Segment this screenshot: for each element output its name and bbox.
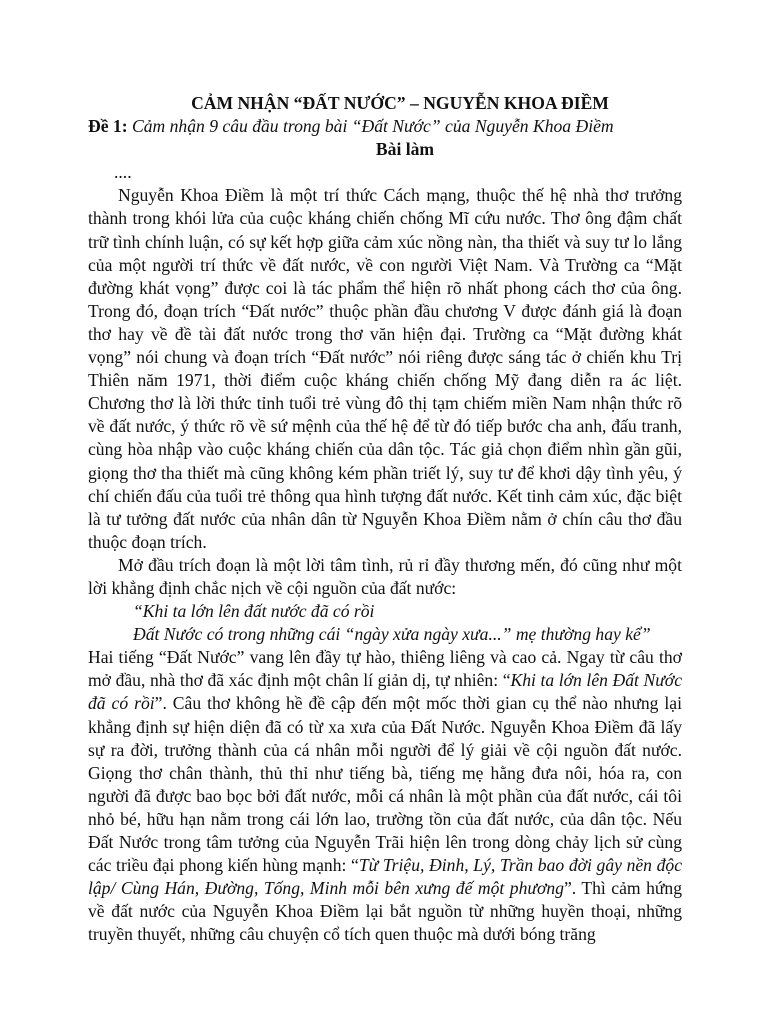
analysis-quote-2: Từ Triệu, Đinh, Lý, Trần bao đời gây nền độc lập/ Cùng Hán, Đường, Tống, Minh mỗi bên xưng đế một phương — [88, 855, 683, 899]
paragraph-analysis — [88, 646, 682, 946]
verse-line-1: “Khi ta lớn lên đất nước đã có rồi — [133, 601, 375, 622]
analysis-text-c: ”. Thì cảm hứng về đất nước của Nguyễn Khoa Điềm lại bắt nguồn từ những huyền thoại, những truyền thuyết, những câu chuyện cổ tích quen thuộc mà dưới bóng trăng — [88, 878, 682, 945]
paragraph-intro: Nguyễn Khoa Điềm là một trí thức Cách mạng, thuộc thế hệ nhà thơ trưởng thành trong khói lửa của cuộc kháng chiến chống Mĩ cứu nước. Thơ ông đậm chất trữ tình chính luận, có sự kết hợp giữa cảm xúc nồng nàn, tha thiết và suy tư lo lắng của một người trí thức về đất nước, về con người Việt Nam. Và Trường ca “Mặt đường khát vọng” được coi là tác phẩm thể hiện rõ nhất phong cách thơ của ông. Trong đó, đoạn trích “Đất nước” thuộc phần đầu chương V được đánh giá là đoạn thơ hay về đề tài đất nước trong thơ văn hiện đại. Trường ca “Mặt đường khát vọng” nói chung và đoạn trích “Đất nước” nói riêng được sáng tác ở chiến khu Trị Thiên năm 1971, thời điểm cuộc kháng chiến chống Mỹ đang diễn ra ác liệt. Chương thơ là lời thức tỉnh tuổi trẻ vùng đô thị tạm chiếm miền Nam nhận thức rõ về đất nước, ý thức rõ về sứ mệnh của thế hệ để từ đó tiếp bước cha anh, đấu tranh, cùng hòa nhập vào cuộc kháng chiến của dân tộc. Tác giả chọn điểm nhìn gần gũi, giọng thơ tha thiết mà cũng không kém phần triết lý, suy tư để khơi dậy tình yêu, ý chí chiến đấu của tuổi trẻ thông qua hình tượng đất nước. Kết tinh cảm xúc, đặc biệt là tư tưởng đất nước của nhân dân từ Nguyễn Khoa Điềm nằm ở chín câu thơ đầu thuộc đoạn trích. — [88, 185, 682, 552]
analysis-text-b: ”. Câu thơ không hề đề cập đến một mốc thời gian cụ thể nào nhưng lại khẳng định sự hiện diện đã có từ xa xưa của Đất Nước. Nguyễn Khoa Điềm đã lấy sự ra đời, trưởng thành của cá nhân mỗi người để lý giải về cội nguồn đất nước. Giọng thơ chân thành, thủ thỉ như tiếng bà, tiếng mẹ hằng đưa nôi, hóa ra, con người đã được bao bọc bởi đất nước, mỗi cá nhân là một phần của đất nước, cái tôi nhỏ bé, hữu hạn nằm trong cái lớn lao, trường tồn của đất nước, của dân tộc. Nếu Đất Nước trong tâm tưởng của Nguyễn Trãi hiện lên trong dòng chảy lịch sử cùng các triều đại phong kiến hùng mạnh: “ — [88, 693, 682, 876]
ellipsis-line: .... — [114, 162, 132, 183]
verse-line-2: Đất Nước có trong những cái “ngày xửa ngày xưa...” mẹ thường hay kể” — [133, 624, 651, 645]
document-page — [88, 92, 682, 946]
document-title: CẢM NHẬN “ĐẤT NƯỚC” – NGUYỄN KHOA ĐIỀM — [191, 93, 609, 113]
topic-line — [88, 115, 682, 138]
section-heading: Bài làm — [375, 139, 435, 160]
analysis-text-a: Hai tiếng “Đất Nước” vang lên đầy tự hào, thiêng liêng và cao cả. Ngay từ câu thơ mở đầu, nhà thơ đã xác định một chân lí giản dị, tự nhiên: “ — [88, 647, 682, 691]
topic-text: Cảm nhận 9 câu đầu trong bài “Đất Nước” của Nguyễn Khoa Điềm — [127, 116, 614, 137]
analysis-quote-1: Khi ta lớn lên Đất Nước đã có rồi — [88, 670, 682, 714]
topic-label: Đề 1: — [88, 116, 128, 137]
paragraph-opening: Mở đầu trích đoạn là một lời tâm tình, rủ rỉ đầy thương mến, đó cũng như một lời khẳng định chắc nịch về cội nguồn của đất nước: — [88, 554, 682, 598]
